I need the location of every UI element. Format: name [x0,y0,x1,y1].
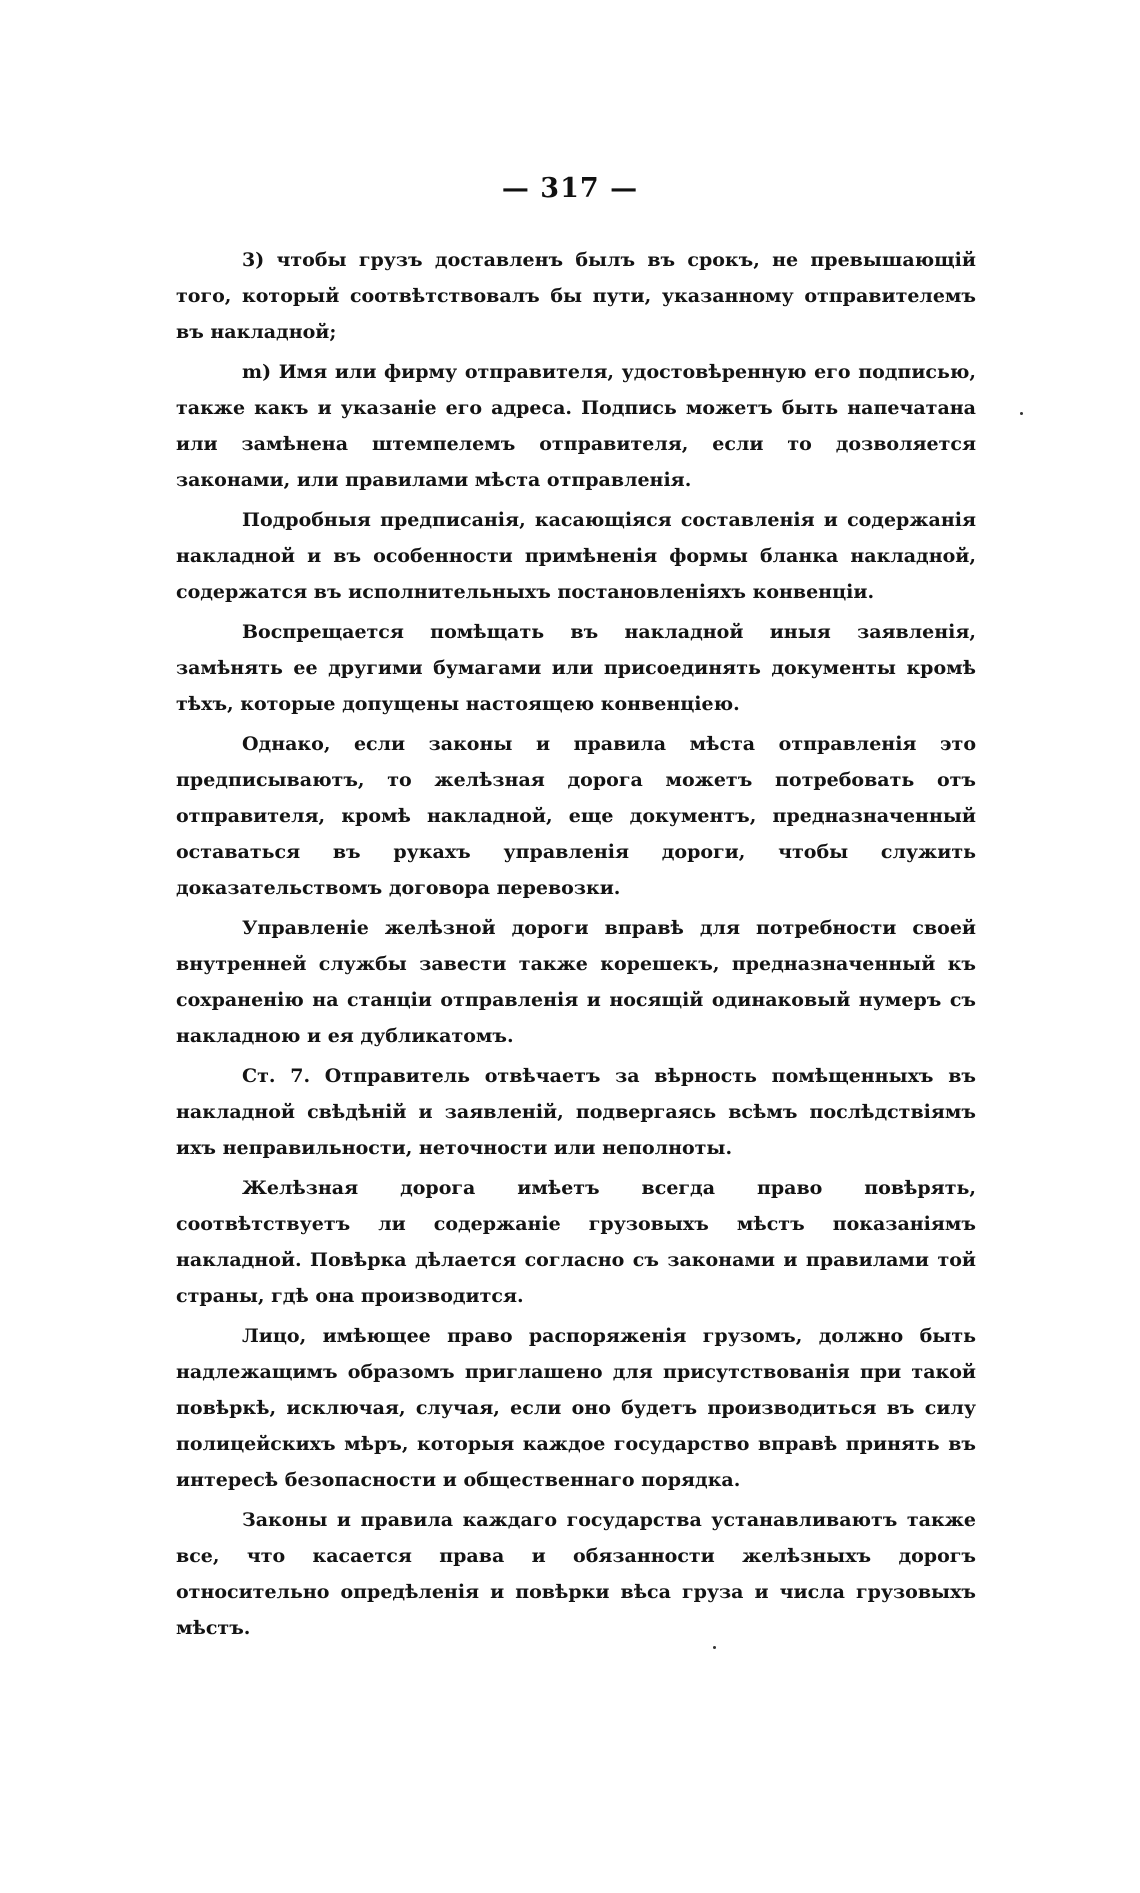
paragraph: Подробныя предписанія, касающіяся составленія и содержанія накладной и въ особенности примѣненія формы бланка накладной, содержатся въ исполнительныхъ постановленіяхъ конвенціи. [176,509,976,603]
paragraph-item-m: m) Имя или фирму отправителя, удостовѣренную его подписью, также какъ и указаніе его адреса. Подпись можетъ быть напечатана или замѣнена штемпелемъ отправителя, если то дозволяется законами, или правилами мѣста отправленія. [176,361,976,491]
print-speck [713,1646,716,1649]
paragraph: Управленіе желѣзной дороги вправѣ для потребности своей внутренней службы завести также корешекъ, предназначенный къ сохраненію на станціи отправленія и носящій одинаковый нумеръ съ накладною и ея дубликатомъ. [176,917,976,1047]
paragraph: Лицо, имѣющее право распоряженія грузомъ, должно быть надлежащимъ образомъ приглашено для присутствованія при такой повѣркѣ, исключая, случая, если оно будетъ производиться въ силу полицейскихъ мѣръ, которыя каждое государство вправѣ принять въ интересѣ безопасности и общественнаго порядка. [176,1325,976,1491]
paragraph-article-7: Ст. 7. Отправитель отвѣчаетъ за вѣрность помѣщенныхъ въ накладной свѣдѣній и заявленій, подвергаясь всѣмъ послѣдствіямъ ихъ неправильности, неточности или неполноты. [176,1065,976,1159]
paragraph-item-3: 3) чтобы грузъ доставленъ былъ въ срокъ, не превышающій того, который соотвѣтствовалъ бы пути, указанному отправителемъ въ накладной; [176,249,976,343]
body-text [176,242,976,1650]
paragraph: Воспрещается помѣщать въ накладной иныя заявленія, замѣнять ее другими бумагами или присоединять документы кромѣ тѣхъ, которые допущены настоящею конвенціею. [176,621,976,715]
paragraph: Однако, если законы и правила мѣста отправленія это предписываютъ, то желѣзная дорога можетъ потребовать отъ отправителя, кромѣ накладной, еще документъ, предназначенный оставаться въ рукахъ управленія дороги, чтобы служить доказательствомъ договора перевозки. [176,733,976,899]
page-number: — 317 — [501,173,639,204]
print-speck [1020,412,1023,415]
paragraph: Законы и правила каждаго государства устанавливаютъ также все, что касается права и обязанности желѣзныхъ дорогъ относительно опредѣленія и повѣрки вѣса груза и числа грузовыхъ мѣстъ. [176,1509,976,1639]
paragraph: Желѣзная дорога имѣетъ всегда право повѣрять, соотвѣтствуетъ ли содержаніе грузовыхъ мѣстъ показаніямъ накладной. Повѣрка дѣлается согласно съ законами и правилами той страны, гдѣ она производится. [176,1177,976,1307]
